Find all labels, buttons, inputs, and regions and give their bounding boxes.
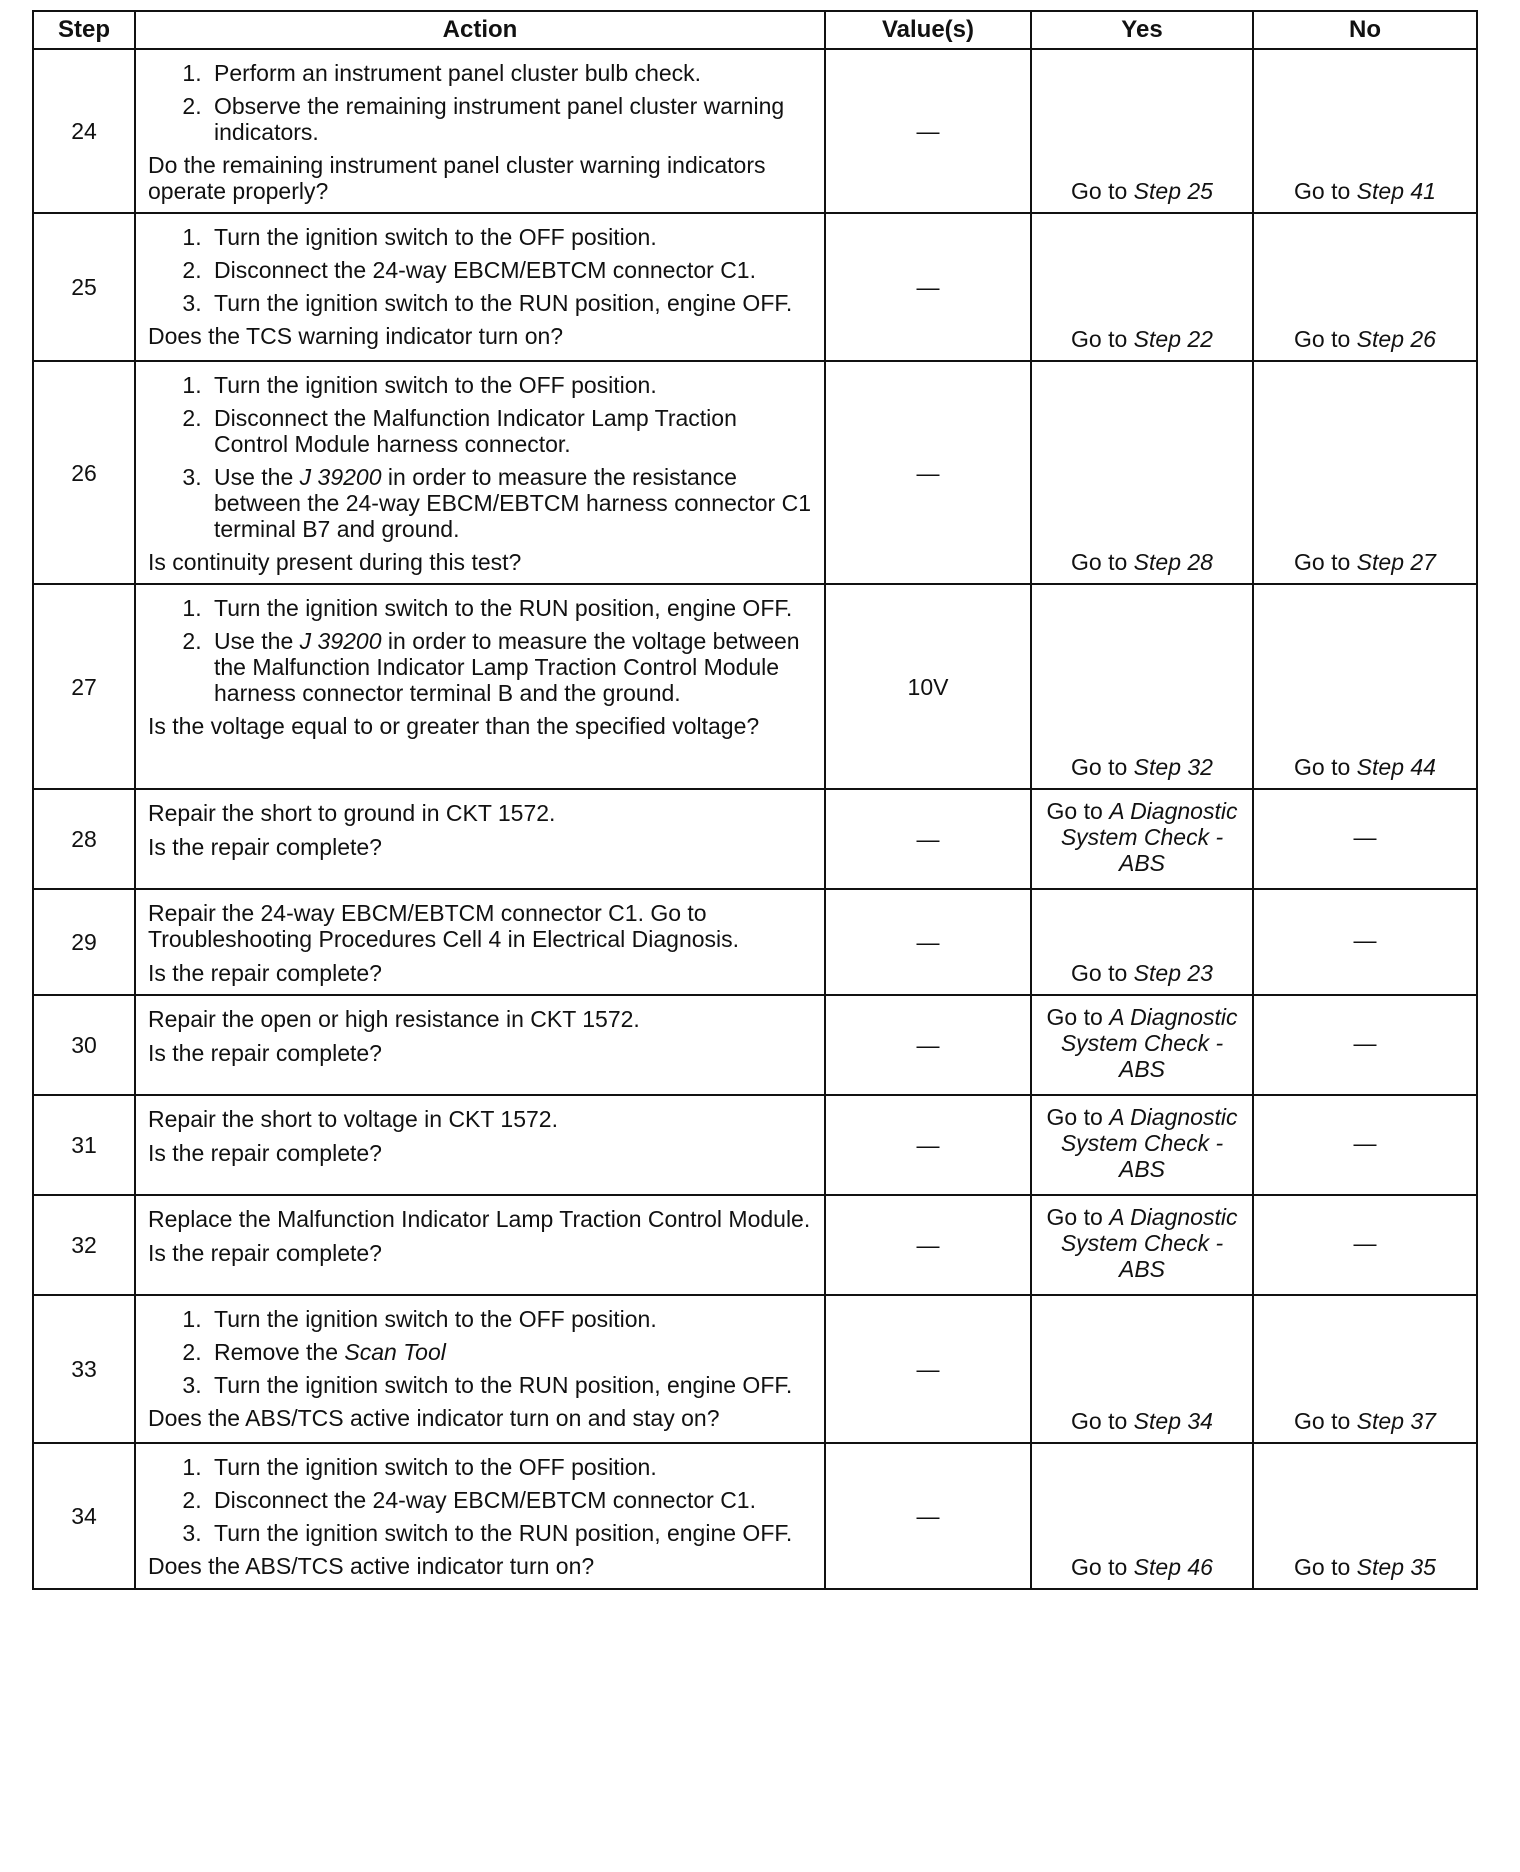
action-step [208, 628, 812, 706]
table-body [33, 49, 1477, 1589]
no-cell [1253, 584, 1477, 789]
text-run: Turn the ignition switch to the OFF position. [214, 1306, 657, 1332]
action-steps-list [148, 1454, 812, 1546]
action-step [208, 405, 812, 457]
action-steps-list [148, 224, 812, 316]
question-text: Is the repair complete? [148, 1240, 382, 1266]
text-run: Turn the ignition switch to the RUN position, engine OFF. [214, 595, 793, 621]
value-cell: 10V [825, 584, 1031, 789]
yes-cell [1031, 1095, 1253, 1195]
question-text: Is the voltage equal to or greater than the specified voltage? [148, 713, 760, 739]
header-step: Step [33, 11, 135, 49]
text-run: — [1353, 1230, 1377, 1256]
italic-text: J 39200 [299, 464, 382, 490]
text-run: Perform an instrument panel cluster bulb check. [214, 60, 702, 86]
no-cell [1253, 1095, 1477, 1195]
action-text: Repair the open or high resistance in CKT 1572. [148, 1006, 640, 1032]
text-run: Go to [1046, 1104, 1110, 1130]
text-run: Go to [1071, 326, 1134, 352]
yes-cell [1031, 361, 1253, 584]
text-run: Go to [1294, 1408, 1357, 1434]
diagnostic-table [32, 10, 1478, 1590]
text-run: — [1353, 1030, 1377, 1056]
yes-cell [1031, 889, 1253, 995]
action-cell [135, 1295, 825, 1443]
table-row [33, 789, 1477, 889]
table-row [33, 1195, 1477, 1295]
text-run: Remove the [214, 1339, 345, 1365]
table-row [33, 995, 1477, 1095]
italic-text: Step 41 [1356, 178, 1436, 204]
table-row [33, 361, 1477, 584]
header-row [33, 11, 1477, 49]
step-number: 27 [33, 584, 135, 789]
italic-text: J 39200 [299, 628, 382, 654]
action-text: Repair the short to ground in CKT 1572. [148, 800, 556, 826]
question-text: Is the repair complete? [148, 1040, 382, 1066]
no-cell [1253, 213, 1477, 361]
text-run: Observe the remaining instrument panel cluster warning indicators. [214, 93, 785, 145]
question-text: Is the repair complete? [148, 960, 382, 986]
text-run: Go to [1294, 178, 1357, 204]
step-number: 34 [33, 1443, 135, 1589]
italic-text: A Diagnostic System Check - ABS [1060, 1104, 1238, 1182]
value-cell: — [825, 49, 1031, 213]
italic-text: Step 25 [1133, 178, 1213, 204]
text-run: Disconnect the Malfunction Indicator Lamp Traction Control Module harness connector. [214, 405, 737, 457]
value-cell: — [825, 1295, 1031, 1443]
italic-text: A Diagnostic System Check - ABS [1060, 1004, 1238, 1082]
text-run: Turn the ignition switch to the OFF position. [214, 372, 657, 398]
italic-text: Step 22 [1133, 326, 1213, 352]
step-number: 25 [33, 213, 135, 361]
step-number: 30 [33, 995, 135, 1095]
italic-text: Scan Tool [344, 1339, 446, 1365]
text-run: Go to [1071, 178, 1134, 204]
text-run: Turn the ignition switch to the RUN position, engine OFF. [214, 290, 793, 316]
text-run: Go to [1071, 1408, 1134, 1434]
action-step [208, 1487, 812, 1513]
action-cell [135, 1095, 825, 1195]
action-cell [135, 889, 825, 995]
action-step [208, 257, 812, 283]
no-cell [1253, 1443, 1477, 1589]
italic-text: Step 23 [1133, 960, 1213, 986]
action-step [208, 290, 812, 316]
text-run: Go to [1294, 326, 1357, 352]
action-cell [135, 789, 825, 889]
value-cell: — [825, 1095, 1031, 1195]
table-row [33, 1443, 1477, 1589]
action-step [208, 1520, 812, 1546]
value-cell: — [825, 213, 1031, 361]
action-cell [135, 213, 825, 361]
text-run: Go to [1071, 754, 1134, 780]
yes-cell [1031, 1195, 1253, 1295]
no-cell [1253, 1295, 1477, 1443]
header-no: No [1253, 11, 1477, 49]
step-number: 29 [33, 889, 135, 995]
table-row [33, 889, 1477, 995]
italic-text: A Diagnostic System Check - ABS [1060, 1204, 1238, 1282]
action-step [208, 1306, 812, 1332]
text-run: Go to [1294, 1554, 1357, 1580]
text-run: — [1353, 824, 1377, 850]
step-number: 24 [33, 49, 135, 213]
italic-text: Step 27 [1356, 549, 1436, 575]
table-row [33, 1095, 1477, 1195]
italic-text: Step 35 [1356, 1554, 1436, 1580]
action-step [208, 464, 812, 542]
table-row [33, 213, 1477, 361]
text-run: Go to [1046, 1004, 1110, 1030]
action-steps-list [148, 595, 812, 706]
action-step [208, 1372, 812, 1398]
no-cell [1253, 889, 1477, 995]
table-row [33, 584, 1477, 789]
table-row [33, 1295, 1477, 1443]
action-cell [135, 1195, 825, 1295]
action-steps-list [148, 1306, 812, 1398]
text-run: Go to [1046, 798, 1110, 824]
yes-cell [1031, 995, 1253, 1095]
text-run: Go to [1294, 754, 1357, 780]
yes-cell [1031, 49, 1253, 213]
step-number: 26 [33, 361, 135, 584]
yes-cell [1031, 1295, 1253, 1443]
text-run: Go to [1071, 960, 1134, 986]
italic-text: Step 26 [1356, 326, 1436, 352]
step-number: 28 [33, 789, 135, 889]
action-step [208, 224, 812, 250]
text-run: — [1353, 927, 1377, 953]
table-row [33, 49, 1477, 213]
text-run: Disconnect the 24-way EBCM/EBTCM connector C1. [214, 1487, 756, 1513]
action-cell [135, 49, 825, 213]
text-run: in order to measure the voltage between the Malfunction Indicator Lamp Traction Control Module harness connector terminal B and the ground. [214, 628, 800, 706]
action-text: Repair the 24-way EBCM/EBTCM connector C1. Go to Troubleshooting Procedures Cell 4 in Electrical Diagnosis. [148, 900, 740, 952]
yes-cell [1031, 789, 1253, 889]
value-cell: — [825, 1195, 1031, 1295]
text-run: Use the [214, 464, 300, 490]
no-cell [1253, 49, 1477, 213]
text-run: Turn the ignition switch to the OFF position. [214, 1454, 657, 1480]
action-step [208, 372, 812, 398]
text-run: Use the [214, 628, 300, 654]
italic-text: Step 34 [1133, 1408, 1213, 1434]
action-step [208, 1339, 812, 1365]
action-cell [135, 361, 825, 584]
question-text: Is continuity present during this test? [148, 549, 522, 575]
text-run: Turn the ignition switch to the RUN position, engine OFF. [214, 1372, 793, 1398]
action-step [208, 93, 812, 145]
yes-cell [1031, 1443, 1253, 1589]
action-cell [135, 1443, 825, 1589]
italic-text: Step 37 [1356, 1408, 1436, 1434]
question-text: Is the repair complete? [148, 834, 382, 860]
no-cell [1253, 995, 1477, 1095]
italic-text: Step 32 [1133, 754, 1213, 780]
text-run: Go to [1046, 1204, 1110, 1230]
action-steps-list [148, 60, 812, 145]
question-text: Does the ABS/TCS active indicator turn on? [148, 1553, 595, 1579]
no-cell [1253, 789, 1477, 889]
action-cell [135, 584, 825, 789]
no-cell [1253, 361, 1477, 584]
action-text: Replace the Malfunction Indicator Lamp Traction Control Module. [148, 1206, 811, 1232]
italic-text: A Diagnostic System Check - ABS [1060, 798, 1238, 876]
value-cell: — [825, 995, 1031, 1095]
action-step [208, 1454, 812, 1480]
step-number: 32 [33, 1195, 135, 1295]
text-run: Go to [1071, 549, 1134, 575]
step-number: 33 [33, 1295, 135, 1443]
value-cell: — [825, 789, 1031, 889]
text-run: Disconnect the 24-way EBCM/EBTCM connector C1. [214, 257, 756, 283]
header-action: Action [135, 11, 825, 49]
action-step [208, 595, 812, 621]
text-run: Turn the ignition switch to the RUN position, engine OFF. [214, 1520, 793, 1546]
action-steps-list [148, 372, 812, 542]
text-run: Go to [1071, 1554, 1134, 1580]
value-cell: — [825, 1443, 1031, 1589]
text-run: Go to [1294, 549, 1357, 575]
question-text: Is the repair complete? [148, 1140, 382, 1166]
text-run: Turn the ignition switch to the OFF position. [214, 224, 657, 250]
value-cell: — [825, 361, 1031, 584]
italic-text: Step 46 [1133, 1554, 1213, 1580]
yes-cell [1031, 213, 1253, 361]
question-text: Do the remaining instrument panel cluster warning indicators operate properly? [148, 152, 766, 204]
text-run: in order to measure the resistance between the 24-way EBCM/EBTCM harness connector C1 terminal B7 and ground. [214, 464, 811, 542]
question-text: Does the TCS warning indicator turn on? [148, 323, 564, 349]
action-text: Repair the short to voltage in CKT 1572. [148, 1106, 558, 1132]
value-cell: — [825, 889, 1031, 995]
italic-text: Step 44 [1356, 754, 1436, 780]
no-cell [1253, 1195, 1477, 1295]
italic-text: Step 28 [1133, 549, 1213, 575]
step-number: 31 [33, 1095, 135, 1195]
header-values: Value(s) [825, 11, 1031, 49]
question-text: Does the ABS/TCS active indicator turn on and stay on? [148, 1405, 720, 1431]
header-yes: Yes [1031, 11, 1253, 49]
text-run: — [1353, 1130, 1377, 1156]
yes-cell [1031, 584, 1253, 789]
action-step [208, 60, 812, 86]
action-cell [135, 995, 825, 1095]
